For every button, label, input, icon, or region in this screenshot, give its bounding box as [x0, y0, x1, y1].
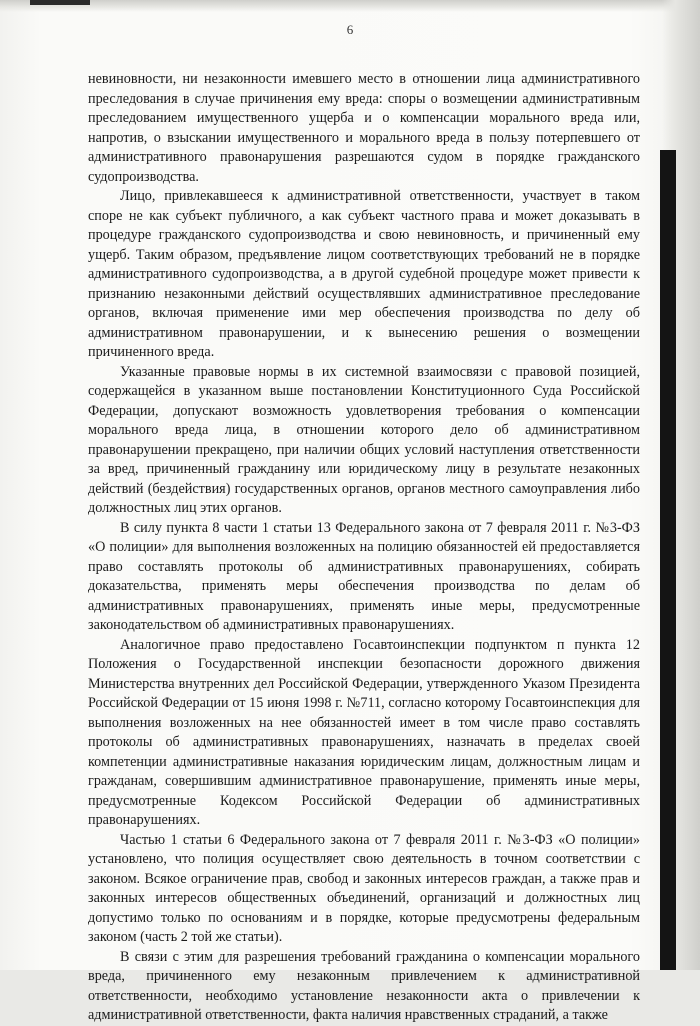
paragraph-4: В силу пункта 8 части 1 статьи 13 Федерального закона от 7 февраля 2011 г. №3-ФЗ «О полиции» для выполнения возложенных на полицию обязанностей ей предоставляется право составлять протоколы об административных правонарушениях, собирать доказательства, применять меры обеспечения производства по делам об административных правонарушениях, применять иные меры, предусмотренные законодательством об административных правонарушениях. [88, 519, 640, 633]
paragraph-2: Лицо, привлекавшееся к административной ответственности, участвует в таком споре не как субъект публичного, а как субъект частного права и может доказывать в процедуре гражданского судопроизводства и свою невиновность, и причиненный ему ущерб. Таким образом, предъявление лицом соответствующих требований не в порядке административного судопроизводства, а в другой судебной процедуре может привести к признанию незаконными действий осуществлявших административное преследование органов, включая применение ими мер обеспечения производства по делу об административном правонарушении, и к вынесению решения о возмещении причиненного вреда. [88, 188, 640, 360]
paragraph-7: В связи с этим для разрешения требований гражданина о компенсации морального вреда, причиненного ему незаконным привлечением к административной ответственности, необходимо установление незаконности акта о привлечении к административной ответственности, факта наличия нравственных страданий, а также [88, 948, 640, 1023]
paragraph-6: Частью 1 статьи 6 Федерального закона от 7 февраля 2011 г. №3-ФЗ «О полиции» установлено, что полиция осуществляет свою деятельность в точном соответствии с законом. Всякое ограничение прав, свобод и законных интересов граждан, а также прав и законных интересов общественных объединений, организаций и должностных лиц допустимо только по основаниям и в порядке, которые предусмотрены федеральным законом (часть 2 той же статьи). [88, 831, 640, 945]
document-body [88, 70, 640, 1026]
paragraph-5: Аналогичное право предоставлено Госавтоинспекции подпунктом п пункта 12 Положения о Государственной инспекции безопасности дорожного движения Министерства внутренних дел Российской Федерации, утвержденного Указом Президента Российской Федерации от 15 июня 1998 г. №711, согласно которому Госавтоинспекция для выполнения возложенных на нее обязанностей имеет в том числе право составлять протоколы об административных правонарушениях, назначать в пределах своей компетенции административные наказания юридическим лицам, должностным лицам и гражданам, совершившим административное правонарушение, применять иные меры, предусмотренные Кодексом Российской Федерации об административных правонарушениях. [88, 636, 640, 828]
binding-shadow-bar [660, 150, 676, 970]
scan-dark-mark [30, 0, 90, 5]
paragraph-3: Указанные правовые нормы в их системной взаимосвязи с правовой позицией, содержащейся в указанном выше постановлении Конституционного Суда Российской Федерации, допускают возможность удовлетворения требования о компенсации морального вреда лица, в отношении которого дело об административном правонарушении прекращено, при наличии общих условий наступления ответственности за вред, причиненный гражданину или юридическому лицу в результате незаконных действий (бездействия) государственных органов, органов местного самоуправления либо должностных лиц этих органов. [88, 363, 640, 516]
page-top-edge [0, 0, 700, 12]
page-number: 6 [346, 22, 354, 37]
paragraph-1: невиновности, ни незаконности имевшего место в отношении лица административного преследования в случае причинения ему вреда: споры о возмещении административным преследованием имущественного ущерба и о компенсации морального вреда или, напротив, о взыскании имущественного и морального вреда в пользу потерпевшего от административного правонарушения разрешаются судом в порядке гражданского судопроизводства. [88, 71, 640, 185]
